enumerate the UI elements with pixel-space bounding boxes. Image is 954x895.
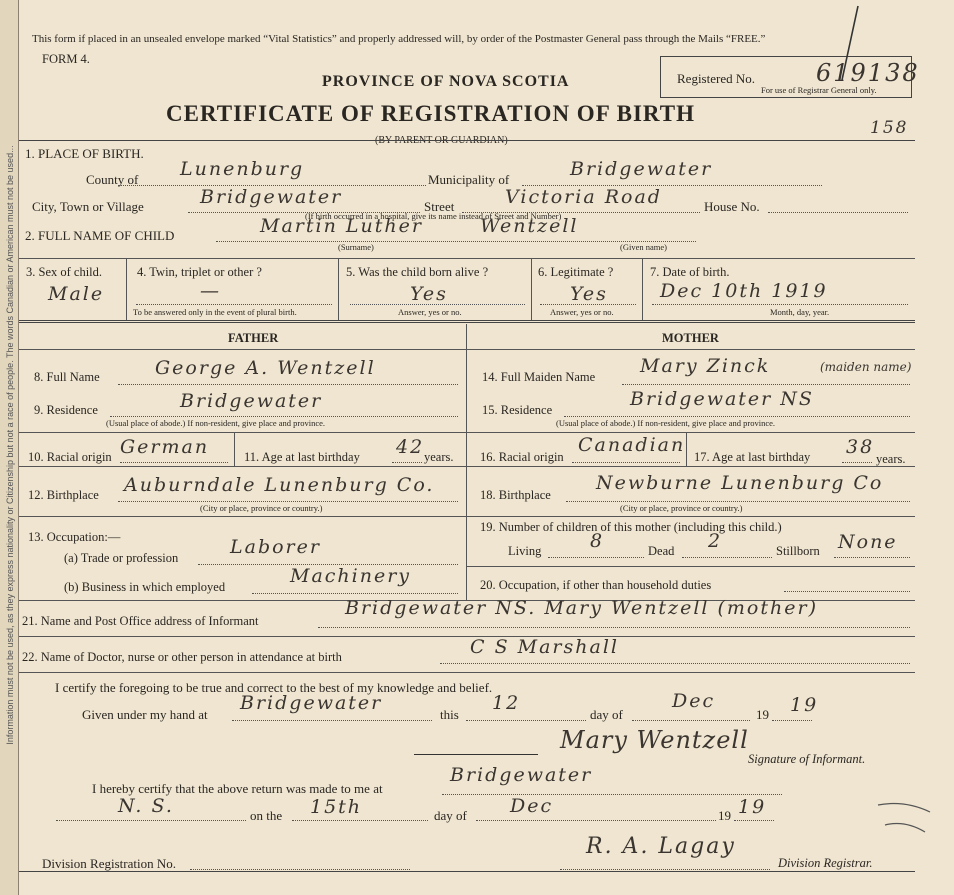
informant-value: Bridgewater NS. Mary Wentzell (mother) bbox=[345, 597, 818, 619]
subtitle: (BY PARENT OR GUARDIAN) bbox=[375, 135, 508, 146]
alive-value: Yes bbox=[410, 283, 448, 305]
mother-birthplace: Newburne Lunenburg Co bbox=[596, 472, 884, 494]
mother-residence-note: (Usual place of abode.) If non-resident, give place and province. bbox=[556, 418, 776, 428]
informant-label: 21. Name and Post Office address of Informant bbox=[22, 614, 259, 628]
father-residence-label: 9. Residence bbox=[34, 403, 98, 417]
father-name-label: 8. Full Name bbox=[34, 370, 100, 384]
dead-value: 2 bbox=[708, 530, 723, 552]
doctor-label: 22. Name of Doctor, nurse or other person in attendance at birth bbox=[22, 650, 342, 664]
mother-occupation-label: 20. Occupation, if other than household duties bbox=[480, 578, 712, 592]
division-registration-label: Division Registration No. bbox=[42, 856, 176, 871]
registrar-day: 15th bbox=[310, 796, 363, 818]
mother-race-label: 16. Racial origin bbox=[480, 450, 564, 464]
alive-label: 5. Was the child born alive ? bbox=[346, 265, 489, 279]
house-label: House No. bbox=[704, 199, 760, 214]
twin-note: To be answered only in the event of plural birth. bbox=[133, 307, 297, 317]
mother-age-years: years. bbox=[876, 452, 906, 466]
registrar-month: Dec bbox=[510, 795, 554, 817]
given-under-label: Given under my hand at bbox=[82, 707, 208, 722]
legitimate-label: 6. Legitimate ? bbox=[538, 265, 614, 279]
informant-signature-label: Signature of Informant. bbox=[748, 752, 866, 766]
father-occupation-label: 13. Occupation:— bbox=[28, 530, 121, 544]
registrar-dayof-label: day of bbox=[434, 808, 467, 823]
registrar-signature-label: Division Registrar. bbox=[778, 856, 873, 870]
stillborn-label: Stillborn bbox=[776, 544, 820, 558]
twin-value: — bbox=[200, 280, 221, 302]
certify-year: 19 bbox=[790, 694, 819, 716]
doctor-value: C S Marshall bbox=[470, 636, 619, 658]
municipality-value: Bridgewater bbox=[570, 158, 713, 180]
certify-text: I certify the foregoing to be true and correct to the best of my knowledge and belief. bbox=[55, 680, 493, 695]
child-surname: Wentzell bbox=[480, 215, 579, 237]
street-label: Street bbox=[424, 199, 455, 214]
mother-age-label: 17. Age at last birthday bbox=[694, 450, 811, 464]
hospital-note: (If birth occurred in a hospital, give its name instead of Street and Number) bbox=[305, 211, 562, 221]
informant-signature: Mary Wentzell bbox=[560, 726, 749, 754]
margin-note: Information must not be used, as they express nationality or Citizenship but not a race of people. The words Canadian or American must not be used... bbox=[5, 145, 15, 745]
pen-stroke-bottom bbox=[878, 804, 930, 832]
city-value: Bridgewater bbox=[200, 186, 343, 208]
father-residence-note: (Usual place of abode.) If non-resident, give place and province. bbox=[106, 418, 326, 428]
father-birthplace: Auburndale Lunenburg Co. bbox=[124, 474, 435, 496]
mother-name-extra: (maiden name) bbox=[820, 360, 912, 374]
registrar-text: I hereby certify that the above return was made to me at bbox=[92, 781, 383, 796]
legitimate-note: Answer, yes or no. bbox=[550, 307, 614, 317]
city-label: City, Town or Village bbox=[32, 199, 144, 214]
this-label: this bbox=[440, 707, 459, 722]
children-count-label: 19. Number of children of this mother (including this child.) bbox=[480, 520, 782, 534]
father-age-label: 11. Age at last birthday bbox=[244, 450, 360, 464]
child-given-name: Martin Luther bbox=[260, 215, 423, 237]
page-title: CERTIFICATE OF REGISTRATION OF BIRTH bbox=[166, 101, 695, 126]
given-name-note: (Given name) bbox=[620, 242, 667, 252]
father-age-years: years. bbox=[424, 450, 454, 464]
dob-note: Month, day, year. bbox=[770, 307, 830, 317]
street-value: Victoria Road bbox=[505, 186, 662, 208]
mother-name: Mary Zinck bbox=[640, 355, 771, 377]
living-value: 8 bbox=[590, 530, 605, 552]
given-place: Bridgewater bbox=[240, 692, 383, 714]
father-heading: FATHER bbox=[228, 331, 279, 345]
dob-value: Dec 10th 1919 bbox=[660, 280, 828, 302]
stillborn-value: None bbox=[838, 531, 898, 553]
trade-label: (a) Trade or profession bbox=[64, 551, 179, 565]
mother-age: 38 bbox=[846, 436, 875, 458]
business-label: (b) Business in which employed bbox=[64, 580, 226, 594]
alive-note: Answer, yes or no. bbox=[398, 307, 462, 317]
child-name-label: 2. FULL NAME OF CHILD bbox=[25, 228, 175, 243]
province-heading: PROVINCE OF NOVA SCOTIA bbox=[322, 73, 570, 90]
certify-day: 12 bbox=[492, 692, 521, 714]
dead-label: Dead bbox=[648, 544, 675, 558]
county-value: Lunenburg bbox=[180, 158, 305, 180]
registrar-place: Bridgewater bbox=[450, 764, 593, 786]
postal-notice: This form if placed in an unsealed envelope marked “Vital Statistics” and properly addressed will, by order of the Postmaster General pass through the Mails “FREE.” bbox=[32, 33, 766, 45]
trade-value: Laborer bbox=[230, 536, 321, 558]
father-name: George A. Wentzell bbox=[155, 357, 376, 379]
form-number: FORM 4. bbox=[42, 52, 90, 66]
corner-mark: 158 bbox=[870, 118, 909, 138]
mother-name-label: 14. Full Maiden Name bbox=[482, 370, 596, 384]
mother-birthplace-label: 18. Birthplace bbox=[480, 488, 551, 502]
registrar-on-label: on the bbox=[250, 808, 283, 823]
business-value: Machinery bbox=[290, 565, 412, 587]
registrar-year-prefix: 19 bbox=[718, 808, 731, 823]
pen-stroke-top bbox=[842, 6, 858, 80]
father-race-label: 10. Racial origin bbox=[28, 450, 112, 464]
father-birthplace-note: (City or place, province or country.) bbox=[200, 503, 323, 513]
mother-race: Canadian bbox=[578, 434, 686, 456]
registered-label: Registered No. bbox=[677, 71, 755, 86]
registrar-year: 19 bbox=[738, 796, 767, 818]
father-residence: Bridgewater bbox=[180, 390, 323, 412]
place-of-birth-label: 1. PLACE OF BIRTH. bbox=[25, 146, 144, 161]
certify-year-prefix: 19 bbox=[756, 707, 769, 722]
legitimate-value: Yes bbox=[570, 283, 608, 305]
sex-value: Male bbox=[48, 283, 105, 305]
twin-label: 4. Twin, triplet or other ? bbox=[137, 265, 262, 279]
father-birthplace-label: 12. Birthplace bbox=[28, 488, 99, 502]
surname-note: (Surname) bbox=[338, 242, 374, 252]
dob-label: 7. Date of birth. bbox=[650, 265, 730, 279]
living-label: Living bbox=[508, 544, 542, 558]
mother-birthplace-note: (City or place, province or country.) bbox=[620, 503, 743, 513]
county-label: County of bbox=[86, 172, 139, 187]
mother-heading: MOTHER bbox=[662, 331, 719, 345]
mother-residence: Bridgewater NS bbox=[630, 388, 814, 410]
mother-residence-label: 15. Residence bbox=[482, 403, 553, 417]
registered-number: 619138 bbox=[816, 59, 920, 87]
father-race: German bbox=[120, 436, 210, 458]
registrar-note: For use of Registrar General only. bbox=[761, 85, 877, 95]
municipality-label: Municipality of bbox=[428, 172, 510, 187]
certify-dayof-label: day of bbox=[590, 707, 623, 722]
registrar-province: N. S. bbox=[118, 795, 174, 817]
registrar-signature: R. A. Lagay bbox=[586, 834, 736, 859]
father-age: 42 bbox=[396, 436, 425, 458]
certify-month: Dec bbox=[672, 690, 716, 712]
sex-label: 3. Sex of child. bbox=[26, 265, 103, 279]
